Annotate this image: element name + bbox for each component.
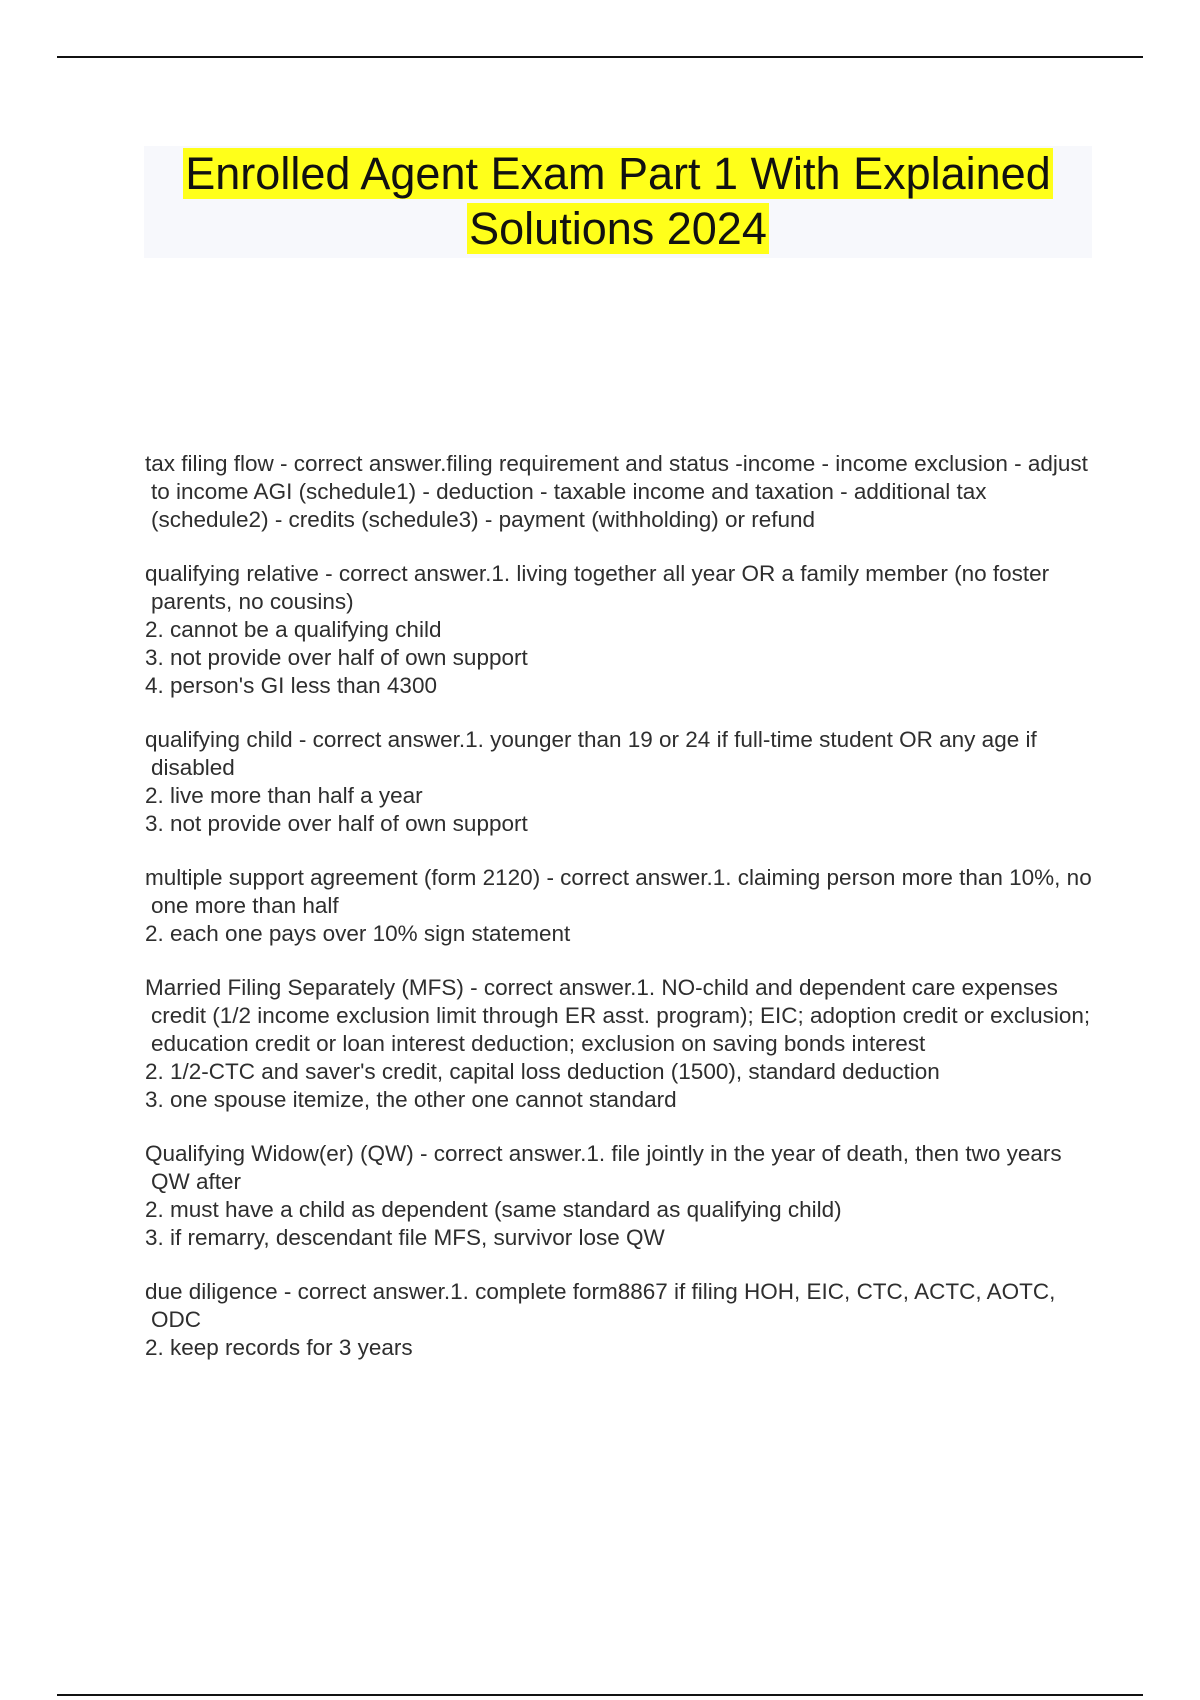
entry-multiple-support-agreement (145, 864, 1095, 948)
title-line-2: Solutions 2024 (469, 203, 767, 254)
document-title-block (144, 146, 1092, 258)
entry-line: multiple support agreement (form 2120) - correct answer.1. claiming person more than 10%, no one more than half (145, 865, 1092, 918)
entry-due-diligence (145, 1278, 1095, 1362)
entry-line: 2. live more than half a year (145, 783, 423, 808)
entry-line: 3. not provide over half of own support (145, 645, 528, 670)
entry-qualifying-child (145, 726, 1095, 838)
entry-line: tax filing flow - correct answer.filing requirement and status -income - income exclusion - adjust to income AGI (schedule1) - deduction - taxable income and taxation - additional tax (schedule2) - credits (schedule3) - payment (withholding) or refund (145, 451, 1088, 532)
entry-line: 3. not provide over half of own support (145, 811, 528, 836)
top-rule (57, 56, 1143, 58)
entry-line: 3. if remarry, descendant file MFS, survivor lose QW (145, 1225, 665, 1250)
entry-line: 2. cannot be a qualifying child (145, 617, 442, 642)
entry-line: due diligence - correct answer.1. complete form8867 if filing HOH, EIC, CTC, ACTC, AOTC, ODC (145, 1279, 1056, 1332)
entry-line: 2. keep records for 3 years (145, 1335, 413, 1360)
entry-married-filing-separately (145, 974, 1095, 1114)
entry-qualifying-relative (145, 560, 1095, 700)
bottom-rule (57, 1694, 1143, 1696)
document-body (145, 450, 1095, 1388)
entry-line: 3. one spouse itemize, the other one cannot standard (145, 1087, 677, 1112)
title-line-1: Enrolled Agent Exam Part 1 With Explained (185, 148, 1051, 199)
entry-line: Qualifying Widow(er) (QW) - correct answer.1. file jointly in the year of death, then two years QW after (145, 1141, 1062, 1194)
entry-line: qualifying child - correct answer.1. younger than 19 or 24 if full-time student OR any age if disabled (145, 727, 1037, 780)
entry-line: 2. must have a child as dependent (same standard as qualifying child) (145, 1197, 842, 1222)
entry-line: 4. person's GI less than 4300 (145, 673, 437, 698)
entry-line: Married Filing Separately (MFS) - correct answer.1. NO-child and dependent care expenses credit (1/2 income exclusion limit through ER asst. program); EIC; adoption credit or exclusion; education credit or loan interest deduction; exclusion on saving bonds interest (145, 975, 1091, 1056)
entry-tax-filing-flow (145, 450, 1095, 534)
document-title (183, 148, 1052, 254)
entry-qualifying-widower (145, 1140, 1095, 1252)
entry-line: 2. each one pays over 10% sign statement (145, 921, 571, 946)
entry-line: 2. 1/2-CTC and saver's credit, capital loss deduction (1500), standard deduction (145, 1059, 940, 1084)
entry-line: qualifying relative - correct answer.1. living together all year OR a family member (no foster parents, no cousins) (145, 561, 1050, 614)
